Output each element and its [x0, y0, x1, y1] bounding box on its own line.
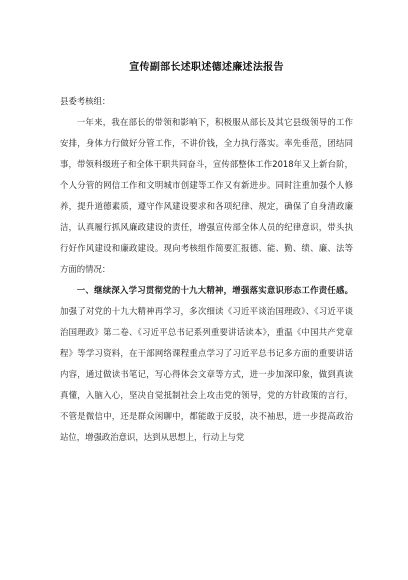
- section-1-heading: 一、继续深入学习贯彻党的十九大精神，增强落实意识形态工作责任感。: [76, 285, 353, 295]
- salutation: 县委考核组：: [60, 96, 111, 106]
- paragraph-section-1: [60, 280, 353, 448]
- document-title: 宣传副部长述职述德述廉述法报告: [129, 62, 284, 73]
- paragraph-intro: [60, 112, 353, 280]
- paragraph-intro-text: 一年来，我在部长的带领和影响下，积极服从部长及其它县级领导的工作安排，身体力行做好分管工作，不讲价钱，全力执行落实。率先垂范，团结同事，带领科级班子和全体干职共同奋斗，宣传部整体工作2018年又上新台阶，个人分管的网信工作和文明城市创建等工作又有新进步。同时注重加强个人修养，提升道德素质，遵守作风建设要求和各项纪律、规定，确保了自身清政廉洁，认真履行抓风廉政建设的责任，增强宣传部全体人员的纪律意识，带头执行好作风建设和廉政建设。现向考核组作简要汇报德、能、勤、绩、廉、法等方面的情况：: [60, 117, 353, 274]
- section-1-text: 加强了对党的十九大精神再学习，多次细读《习近平谈治国理政》、《习近平谈治国理政》第二卷、《习近平总书记系列重要讲话读本》，重温《中国共产党章程》等学习资料，在干部网络课程重点学习了习近平总书记多方面的重要讲话内容，通过做读书笔记，写心得体会文章等方式，进一步加深印象，做到真读真懂，入脑入心，坚决自觉抵制社会上攻击党的领导，党的方针政策的言行，不管是微信中，还是群众闲聊中，都能敢于反驳，决不袖思，进一步提高政治站位，增强政治意识，达到从思想上，行动上与党: [60, 306, 353, 442]
